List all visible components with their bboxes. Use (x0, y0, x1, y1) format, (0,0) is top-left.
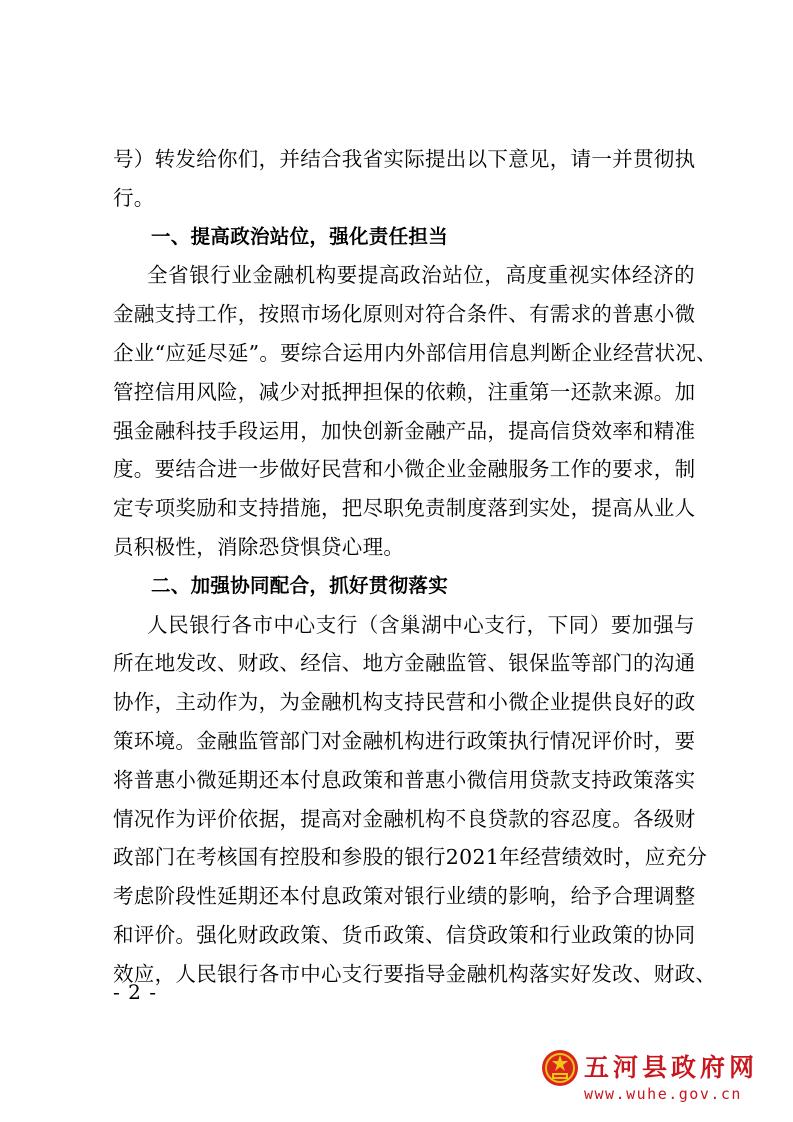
document-body (113, 140, 717, 994)
body-line: 管控信用风险，减少对抵押担保的依赖，注重第一还款来源。加 (113, 379, 696, 404)
section-heading: 二、加强协同配合，抓好贯彻落实 (151, 573, 449, 597)
body-line: 策环境。金融监管部门对金融机构进行政策执行情况评价时，要 (113, 728, 696, 753)
site-watermark (540, 1048, 790, 1118)
body-line: 政部门在考核国有控股和参股的银行2021年经营绩效时，应充分 (113, 845, 708, 870)
body-line: 号）转发给你们，并结合我省实际提出以下意见，请一并贯彻执 (113, 147, 696, 171)
body-line: 企业“应延尽延”。要综合运用内外部信用信息判断企业经营状况、 (113, 340, 717, 365)
body-line: 情况作为评价依据，提高对金融机构不良贷款的容忍度。各级财 (113, 806, 696, 831)
body-line: 度。要结合进一步做好民营和小微企业金融服务工作的要求，制 (113, 457, 696, 482)
body-line: 协作，主动作为，为金融机构支持民营和小微企业提供良好的政 (113, 690, 696, 715)
site-name: 五河县政府网 (584, 1053, 759, 1082)
body-line: 强金融科技手段运用，加快创新金融产品，提高信贷效率和精准 (113, 418, 696, 443)
body-line: 行。 (113, 185, 155, 210)
body-line: 效应，人民银行各市中心支行要指导金融机构落实好发改、财政、 (113, 961, 717, 986)
site-url: www.wuhe.gov.cn (584, 1085, 742, 1103)
body-line: 定专项奖励和支持措施，把尽职免责制度落到实处，提高从业人 (113, 496, 696, 521)
body-line: 员积极性，消除恐贷惧贷心理。 (113, 534, 405, 559)
body-line: 人民银行各市中心支行（含巢湖中心支行，下同）要加强与 (147, 612, 695, 637)
body-line: 考虑阶段性延期还本付息政策对银行业绩的影响，给予合理调整 (113, 884, 696, 909)
body-line: 和评价。强化财政政策、货币政策、信贷政策和行业政策的协同 (113, 922, 696, 947)
body-line: 所在地发改、财政、经信、地方金融监管、银保监等部门的沟通 (113, 651, 696, 676)
body-line: 金融支持工作，按照市场化原则对符合条件、有需求的普惠小微 (113, 302, 696, 327)
section-heading: 一、提高政治站位，强化责任担当 (151, 224, 449, 248)
national-emblem-icon (540, 1048, 580, 1088)
page-number: - 2 - (113, 980, 157, 1004)
body-line: 全省银行业金融机构要提高政治站位，高度重视实体经济的 (147, 263, 695, 288)
body-line: 将普惠小微延期还本付息政策和普惠小微信用贷款支持政策落实 (113, 767, 696, 792)
